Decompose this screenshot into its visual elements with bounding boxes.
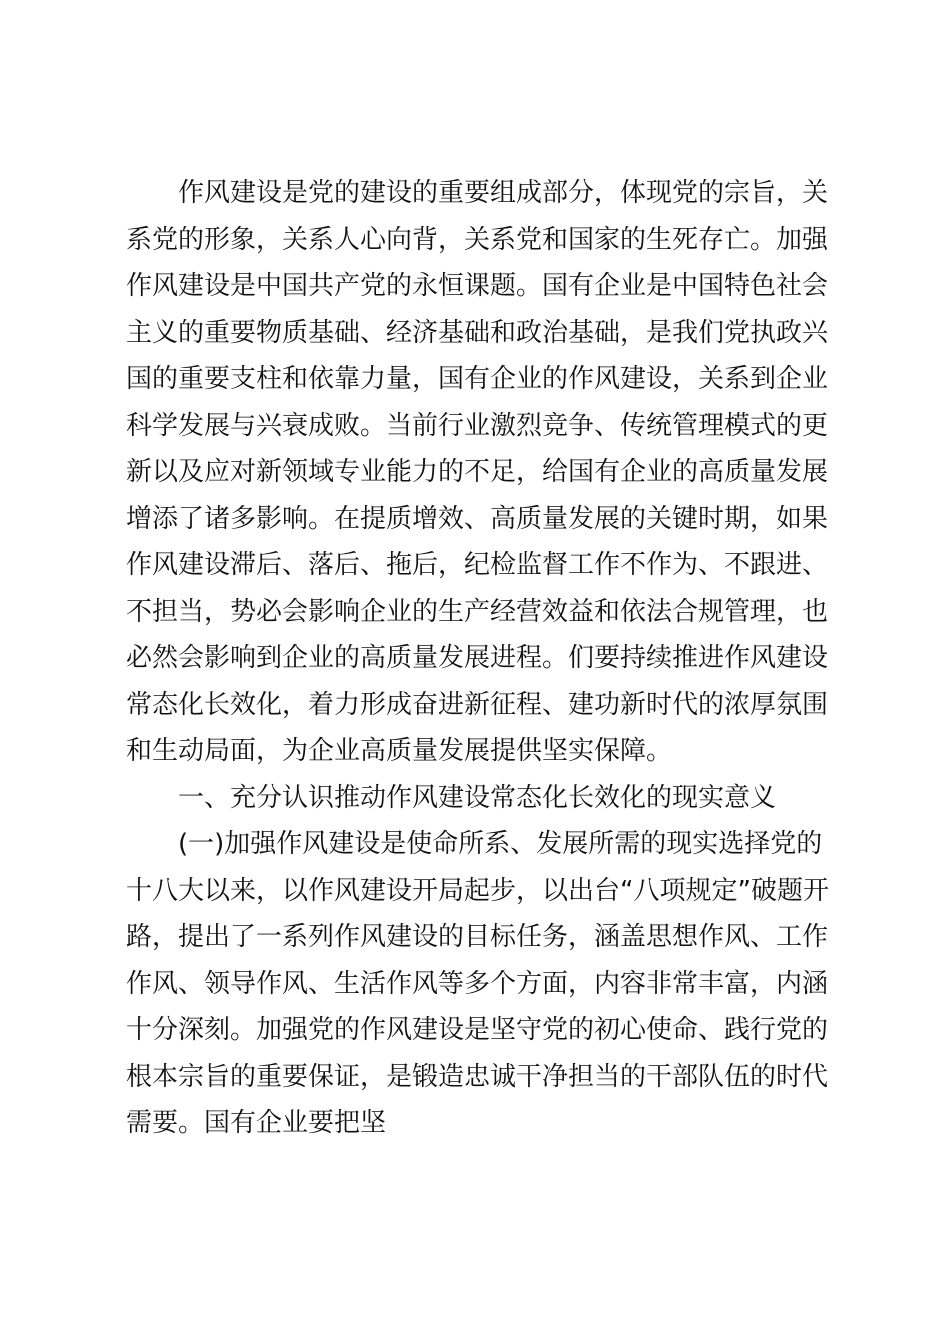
text-line: 主义的重要物质基础、经济基础和政治基础，是我们党执政兴 (126, 317, 829, 348)
text-line: 路，提出了一系列作风建设的目标任务，涵盖思想作风、工作 (126, 922, 829, 952)
text-line: 常态化长效化，着力形成奋进新征程、建功新时代的浓厚氛围 (126, 689, 829, 720)
text-line: 新以及应对新领域专业能力的不足，给国有企业的高质量发展 (126, 457, 829, 487)
text-line: 作风、领导作风、生活作风等多个方面，内容非常丰富，内涵 (126, 968, 829, 999)
text-line: 作风建设滞后、落后、拖后，纪检监督工作不作为、不跟进、 (126, 550, 829, 580)
document-body (126, 170, 829, 1147)
paragraph-subsection-1 (126, 821, 829, 1147)
text-line: (一)加强作风建设是使命所系、发展所需的现实选择党的 (178, 829, 823, 859)
heading-line: 一、充分认识推动作风建设常态化长效化的现实意义 (178, 782, 777, 813)
text-line: 作风建设是党的建设的重要组成部分，体现党的宗旨，关 (178, 178, 829, 208)
text-line: 和生动局面，为企业高质量发展提供坚实保障。 (126, 736, 673, 766)
text-line: 需要。国有企业要把坚 (126, 1108, 387, 1138)
text-line: 国的重要支柱和依靠力量，国有企业的作风建设，关系到企业 (126, 364, 829, 394)
text-line: 不担当，势必会影响企业的生产经营效益和依法合规管理，也 (126, 596, 829, 627)
text-line: 增添了诸多影响。在提质增效、高质量发展的关键时期，如果 (126, 503, 829, 534)
section-heading (126, 775, 821, 822)
text-line: 根本宗旨的重要保证，是锻造忠诚干净担当的干部队伍的时代 (126, 1061, 829, 1092)
paragraph-intro (126, 170, 829, 775)
text-line: 十分深刻。加强党的作风建设是坚守党的初心使命、践行党的 (126, 1015, 829, 1045)
text-line: 作风建设是中国共产党的永恒课题。国有企业是中国特色社会 (126, 271, 829, 301)
text-line: 必然会影响到企业的高质量发展进程。们要持续推进作风建设 (126, 643, 829, 673)
text-line: 科学发展与兴衰成败。当前行业激烈竞争、传统管理模式的更 (126, 410, 829, 441)
text-line: 系党的形象，关系人心向背，关系党和国家的生死存亡。加强 (126, 224, 829, 255)
text-line: 十八大以来，以作风建设开局起步，以出台“八项规定”破题开 (126, 875, 829, 906)
